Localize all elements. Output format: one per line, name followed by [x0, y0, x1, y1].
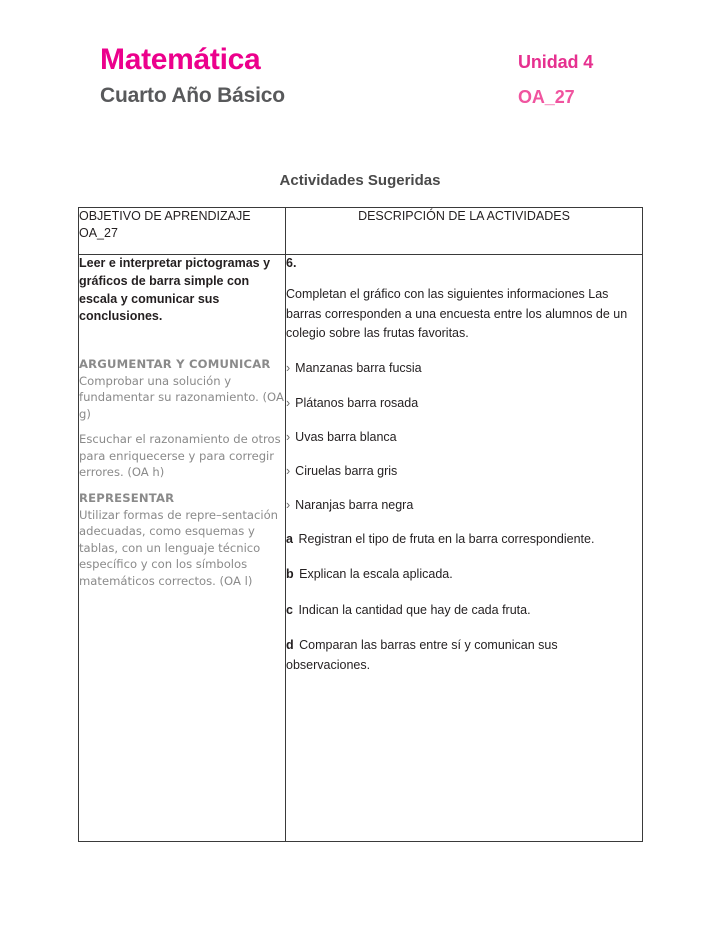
- list-item-label: Naranjas barra negra: [295, 497, 414, 512]
- table-row: [79, 255, 643, 842]
- item-text: Explican la escala aplicada.: [299, 567, 453, 582]
- list-item: [286, 496, 642, 514]
- list-item: [286, 462, 642, 480]
- skill-heading: REPRESENTAR: [79, 491, 175, 506]
- list-item-label: Ciruelas barra gris: [295, 463, 398, 478]
- activities-table: [78, 207, 643, 842]
- item-letter: c: [286, 602, 293, 617]
- activity-number: 6.: [286, 256, 297, 270]
- skill-body: Escuchar el razonamiento de otros para enriquecerse y para corregir errores. (OA h): [79, 432, 281, 480]
- lettered-item-c: [286, 601, 642, 620]
- section-title: Actividades Sugeridas: [279, 172, 441, 189]
- subject-title: Matemática: [100, 43, 261, 76]
- chevron-right-icon: ›: [286, 497, 291, 512]
- grade-title: Cuarto Año Básico: [100, 84, 285, 107]
- skill-block-representar: [79, 490, 285, 589]
- item-letter: d: [286, 638, 294, 653]
- list-item-label: Uvas barra blanca: [295, 429, 397, 444]
- item-text: Registran el tipo de fruta en la barra correspondiente.: [298, 532, 595, 546]
- skill-body: Utilizar formas de repre–sentación adecuadas, como esquemas y tablas, con un lenguaje técnico específico y con los símbolos matemáticos correctos. (OA l): [79, 507, 279, 588]
- item-letter: a: [286, 532, 293, 546]
- chevron-right-icon: ›: [286, 463, 291, 478]
- description-cell: [286, 255, 643, 842]
- list-item-label: Plátanos barra rosada: [295, 395, 419, 410]
- item-text: Comparan las barras entre sí y comunican sus observaciones.: [286, 638, 558, 672]
- table-header-objective: OBJETIVO DE APRENDIZAJE OA_27: [79, 208, 286, 255]
- table-header-description: DESCRIPCIÓN DE LA ACTIVIDADES: [286, 208, 643, 255]
- skill-heading: ARGUMENTAR Y COMUNICAR: [79, 357, 271, 371]
- list-item-label: Manzanas barra fucsia: [295, 361, 422, 376]
- table-header-row: [79, 208, 643, 255]
- document-header: [0, 0, 720, 150]
- lettered-item-a: [286, 530, 642, 549]
- chevron-right-icon: ›: [286, 429, 291, 444]
- chevron-right-icon: ›: [286, 361, 291, 376]
- objective-cell: [79, 255, 286, 842]
- unit-label: Unidad 4: [518, 52, 594, 72]
- skill-block-argumentar: [79, 356, 285, 422]
- lettered-item-b: [286, 565, 642, 584]
- skill-block-escuchar: [79, 431, 285, 481]
- chevron-right-icon: ›: [286, 395, 291, 410]
- list-item: [286, 394, 642, 412]
- item-letter: b: [286, 567, 294, 582]
- list-item: [286, 359, 642, 377]
- lettered-item-d: [286, 636, 642, 675]
- list-item: [286, 428, 642, 446]
- activity-intro: Completan el gráfico con las siguientes informaciones Las barras corresponden a una encuesta entre los alumnos de un colegio sobre las frutas favoritas.: [286, 287, 628, 340]
- skill-body: Comprobar una solución y fundamentar su razonamiento. (OA g): [79, 373, 284, 421]
- oa-code-label: OA_27: [518, 87, 575, 107]
- item-text: Indican la cantidad que hay de cada fruta.: [298, 602, 531, 617]
- objective-statement: Leer e interpretar pictogramas y gráficos de barra simple con escala y comunicar sus conclusiones.: [79, 256, 271, 324]
